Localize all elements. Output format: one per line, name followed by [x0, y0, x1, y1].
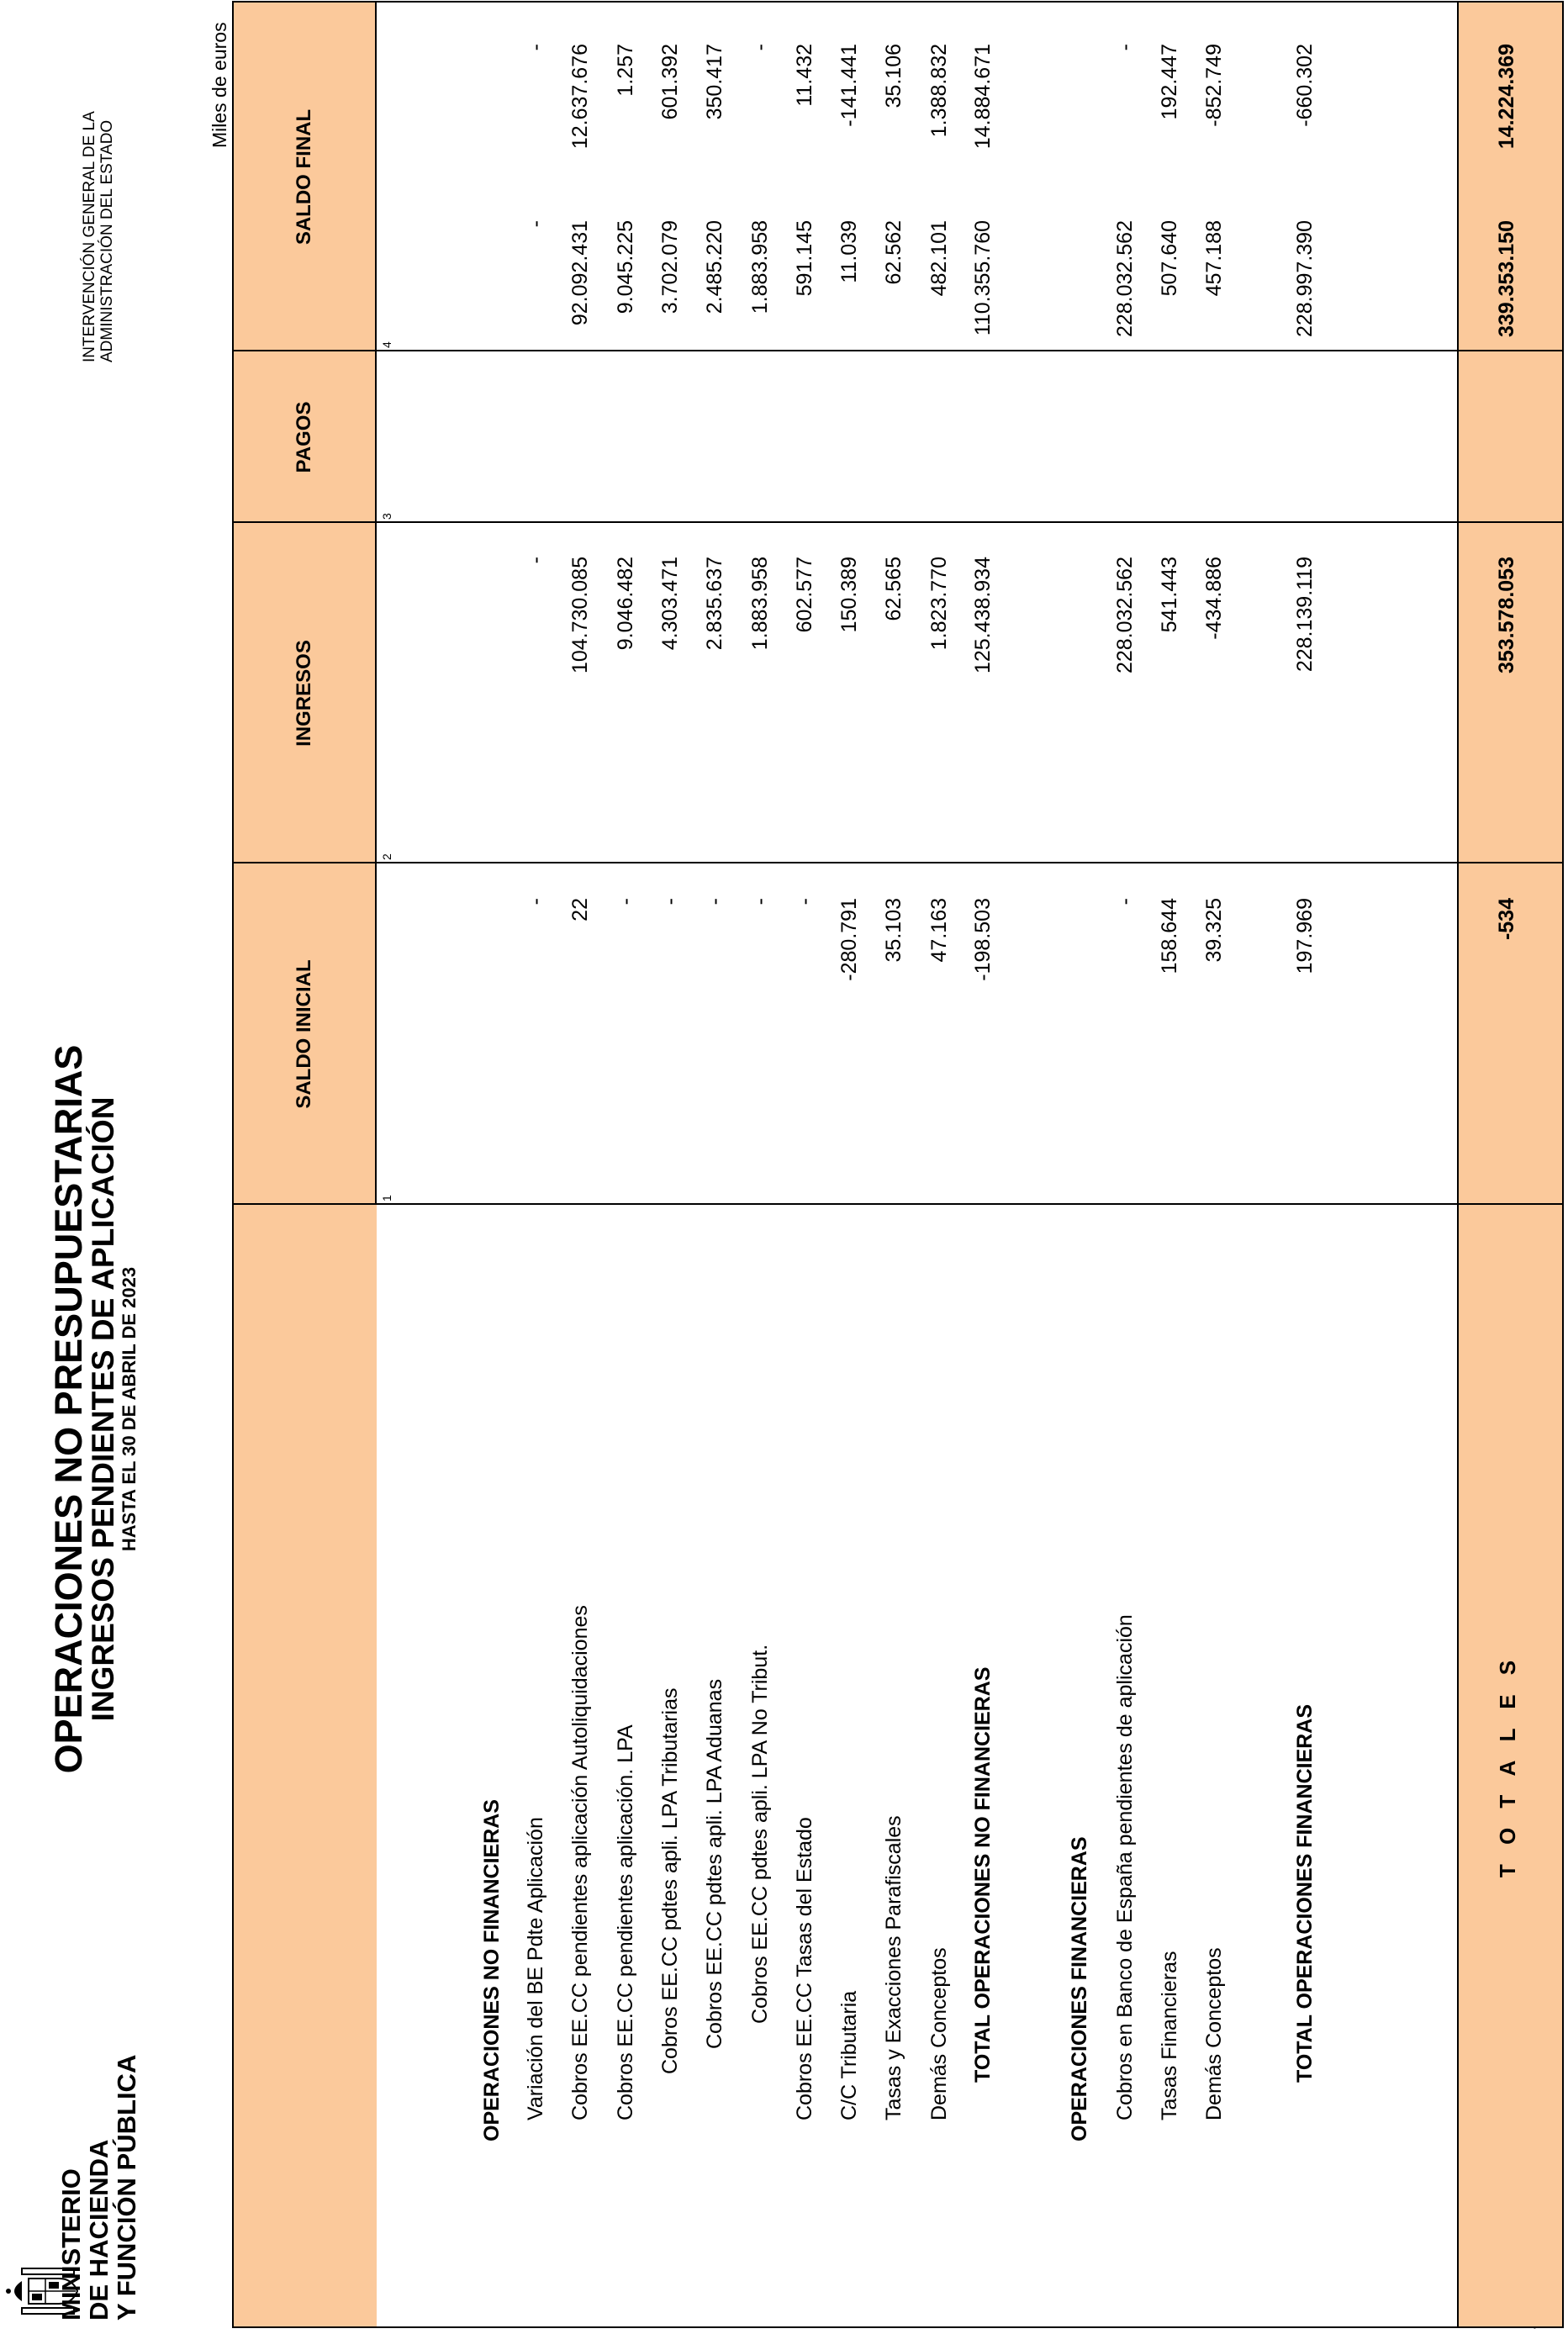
- cell-saldo-inicial: 22: [568, 898, 592, 921]
- row-label: Cobros EE.CC pdtes apli. LPA Tributarias: [658, 1687, 682, 2074]
- cell-saldo-final: -852.749: [1202, 44, 1226, 127]
- cell-ingresos: 602.577: [793, 557, 816, 633]
- column-number: 1: [380, 1195, 393, 1201]
- row-label: Tasas y Exacciones Parafiscales: [882, 1815, 905, 2120]
- cell-pagos: 9.045.225: [614, 220, 637, 314]
- cell-ingresos: 150.389: [837, 557, 861, 633]
- ministry-line-1: MINISTERIO: [56, 2168, 86, 2321]
- cell-pagos: 228.032.562: [1113, 220, 1137, 338]
- cell-ingresos: 4.303.471: [658, 557, 682, 651]
- issuing-body-line-1: INTERVENCIÓN GENERAL DE LA: [81, 111, 98, 362]
- cell-saldo-inicial: -: [703, 898, 726, 906]
- cell-saldo-final: 11.432: [793, 44, 816, 107]
- cell-pagos: 11.039: [837, 220, 861, 283]
- row-label: Tasas Financieras: [1158, 1951, 1181, 2120]
- report-title: [47, 989, 140, 1830]
- cell-saldo-inicial: 197.969: [1293, 898, 1317, 974]
- row-label: Cobros en Banco de España pendientes de aplicación: [1113, 1614, 1137, 2120]
- cell-pagos: 228.997.390: [1293, 220, 1317, 338]
- cell-saldo-final: 350.417: [703, 44, 726, 120]
- cell-saldo-final: 12.637.676: [568, 44, 592, 150]
- cell-pagos: 482.101: [927, 220, 951, 297]
- column-header-saldo-final: SALDO FINAL: [293, 108, 315, 246]
- row-label: Variación del BE Pdte Aplicación: [524, 1817, 547, 2120]
- cell-saldo-final: 14.884.671: [971, 44, 995, 150]
- cell-saldo-final: 192.447: [1158, 44, 1181, 120]
- cell-pagos: 3.702.079: [658, 220, 682, 314]
- section-heading-no-financieras: OPERACIONES NO FINANCIERAS: [480, 1799, 504, 2141]
- column-divider: [234, 862, 1562, 863]
- cell-saldo-inicial: -198.503: [971, 898, 995, 981]
- issuing-body: [81, 111, 116, 362]
- cell-saldo-inicial: 39.325: [1202, 898, 1226, 963]
- ministry-line-3: Y FUNCIÓN PÚBLICA: [112, 2054, 141, 2321]
- cell-pagos: 110.355.760: [971, 220, 995, 336]
- cell-ingresos: 228.032.562: [1113, 557, 1137, 674]
- cell-pagos: -: [524, 220, 547, 228]
- cell-pagos: 339.353.150: [1495, 220, 1518, 338]
- row-label: C/C Tributaria: [837, 1990, 861, 2120]
- cell-ingresos: -: [524, 557, 547, 564]
- row-label: Cobros EE.CC pendientes aplicación Autoliquidaciones: [568, 1605, 592, 2120]
- cell-pagos: 591.145: [793, 220, 816, 297]
- header-rule: [375, 3, 377, 1205]
- total-label: TOTAL OPERACIONES NO FINANCIERAS: [971, 1666, 995, 2083]
- cell-saldo-inicial: -: [658, 898, 682, 906]
- cell-ingresos: 1.823.770: [927, 557, 951, 651]
- title-line-1: OPERACIONES NO PRESUPUESTARIAS: [47, 1044, 90, 1774]
- row-label: Cobros EE.CC Tasas del Estado: [793, 1817, 816, 2120]
- cell-ingresos: 125.438.934: [971, 557, 995, 674]
- cell-pagos: 2.485.220: [703, 220, 726, 314]
- cell-saldo-final: 14.224.369: [1495, 44, 1518, 150]
- row-label: Demás Conceptos: [1202, 1947, 1226, 2120]
- column-header-saldo-inicial: SALDO INICIAL: [293, 959, 315, 1109]
- section-heading-financieras: OPERACIONES FINANCIERAS: [1068, 1836, 1091, 2141]
- cell-saldo-final: -660.302: [1293, 44, 1317, 127]
- column-header-pagos: PAGOS: [293, 401, 315, 473]
- cell-ingresos: 228.139.119: [1293, 557, 1317, 673]
- cell-saldo-final: 35.106: [882, 44, 905, 108]
- cell-pagos: 1.883.958: [748, 220, 772, 314]
- cell-pagos: 507.640: [1158, 220, 1181, 297]
- cell-saldo-final: -141.441: [837, 44, 861, 127]
- cell-ingresos: 104.730.085: [568, 557, 592, 674]
- grand-total-label: T O T A L E S: [1495, 1653, 1520, 1878]
- cell-ingresos: 541.443: [1158, 557, 1181, 633]
- cell-saldo-inicial: 35.103: [882, 898, 905, 963]
- row-label: Cobros EE.CC pdtes apli. LPA Aduanas: [703, 1678, 726, 2049]
- cell-ingresos: 2.835.637: [703, 557, 726, 651]
- cell-saldo-final: 1.257: [614, 44, 637, 97]
- cell-pagos: 92.092.431: [568, 220, 592, 326]
- column-number: 4: [380, 341, 393, 348]
- cell-saldo-inicial: -: [793, 898, 816, 906]
- cell-ingresos: 1.883.958: [748, 557, 772, 651]
- units-label: Miles de euros: [209, 22, 230, 148]
- cell-saldo-inicial: -: [524, 898, 547, 906]
- cell-ingresos: 9.046.482: [614, 557, 637, 651]
- cell-ingresos: 62.565: [882, 557, 905, 621]
- cell-saldo-inicial: -280.791: [837, 898, 861, 981]
- cell-saldo-inicial: 158.644: [1158, 898, 1181, 974]
- issuing-body-line-2: ADMINISTRACIÓN DEL ESTADO: [98, 119, 116, 362]
- report-period: HASTA EL 30 DE ABRIL DE 2023: [119, 1266, 140, 1552]
- cell-saldo-final: -: [748, 44, 772, 51]
- cell-saldo-inicial: -: [748, 898, 772, 906]
- balance-table: [232, 1, 1564, 2328]
- cell-ingresos: 353.578.053: [1495, 557, 1518, 674]
- cell-ingresos: -434.886: [1202, 557, 1226, 640]
- cell-pagos: 62.562: [882, 220, 905, 285]
- total-label: TOTAL OPERACIONES FINANCIERAS: [1293, 1703, 1317, 2083]
- row-label: Cobros EE.CC pdtes apli. LPA No Tribut.: [748, 1644, 772, 2024]
- cell-saldo-inicial: -: [1113, 898, 1137, 906]
- ministry-line-2: DE HACIENDA: [84, 2139, 114, 2321]
- row-label: Demás Conceptos: [927, 1947, 951, 2120]
- column-header-ingresos: INGRESOS: [293, 640, 315, 747]
- cell-saldo-inicial: 47.163: [927, 898, 951, 963]
- row-label: Cobros EE.CC pendientes aplicación. LPA: [614, 1724, 637, 2120]
- title-line-2: INGRESOS PENDIENTES DE APLICACIÓN: [86, 1096, 120, 1722]
- cell-saldo-final: 1.388.832: [927, 44, 951, 138]
- column-number: 2: [380, 853, 393, 860]
- cell-saldo-final: 601.392: [658, 44, 682, 120]
- column-number: 3: [380, 513, 393, 520]
- cell-saldo-inicial: -534: [1495, 898, 1518, 941]
- column-divider: [234, 521, 1562, 523]
- ministry-name: [57, 2055, 140, 2321]
- cell-saldo-inicial: -: [614, 898, 637, 906]
- cell-pagos: 457.188: [1202, 220, 1226, 297]
- cell-saldo-final: -: [524, 44, 547, 51]
- cell-saldo-final: -: [1113, 44, 1137, 51]
- column-divider: [234, 1203, 1562, 1205]
